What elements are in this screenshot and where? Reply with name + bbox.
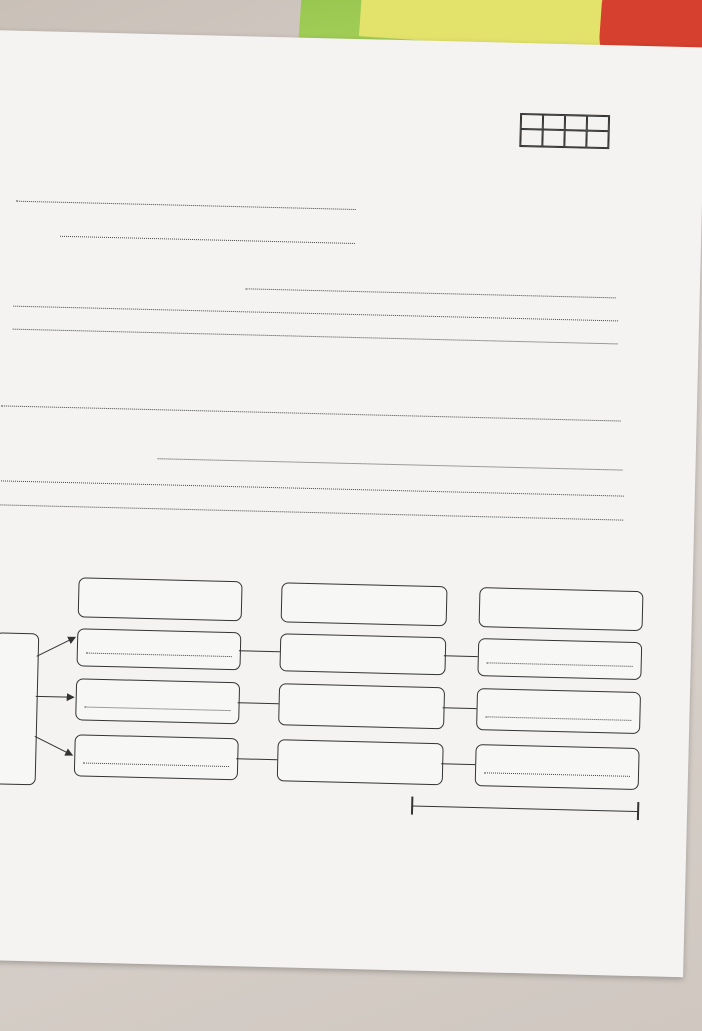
grid-answer-cell[interactable] (520, 129, 542, 147)
connector (236, 758, 277, 760)
height-input-2[interactable] (75, 678, 240, 724)
example-input-2[interactable] (476, 688, 641, 734)
worksheet-page (0, 30, 702, 977)
arrow-row2 (36, 696, 74, 697)
grid-answer-cell[interactable] (542, 130, 564, 148)
height-input-1[interactable] (76, 628, 241, 670)
connector (444, 655, 478, 657)
answer-line[interactable] (13, 329, 618, 345)
grid-header (587, 116, 609, 132)
height-input-3[interactable] (74, 734, 239, 780)
answer-line[interactable] (13, 306, 618, 322)
answer-line[interactable] (0, 504, 623, 520)
header-color (281, 582, 448, 626)
connector (238, 702, 279, 704)
header-examples (479, 587, 644, 631)
relief-profile (354, 157, 607, 283)
grid-answer-cell[interactable] (564, 130, 586, 148)
color-input-1[interactable] (279, 633, 446, 675)
connector (441, 763, 475, 765)
self-assessment-scale[interactable] (412, 806, 638, 813)
answer-line[interactable] (0, 480, 624, 496)
connector (239, 650, 280, 652)
answer-line[interactable] (246, 288, 616, 298)
grid-answer-cell[interactable] (586, 131, 608, 149)
arrow-row1 (37, 636, 75, 657)
grid-header (543, 115, 565, 131)
color-input-3[interactable] (277, 739, 444, 785)
scale-end-tick (637, 802, 639, 820)
answer-grid (519, 113, 610, 149)
grid-header (565, 115, 587, 131)
color-input-2[interactable] (278, 683, 445, 729)
answer-line[interactable] (1, 405, 621, 421)
answer-line[interactable] (158, 458, 623, 470)
example-input-3[interactable] (475, 744, 640, 790)
connector (443, 707, 477, 709)
header-height (78, 577, 243, 621)
answer-line[interactable] (16, 201, 356, 210)
answer-line[interactable] (60, 236, 355, 244)
grid-header (521, 114, 543, 130)
example-input-1[interactable] (477, 638, 642, 680)
arrow-row3 (34, 736, 72, 755)
